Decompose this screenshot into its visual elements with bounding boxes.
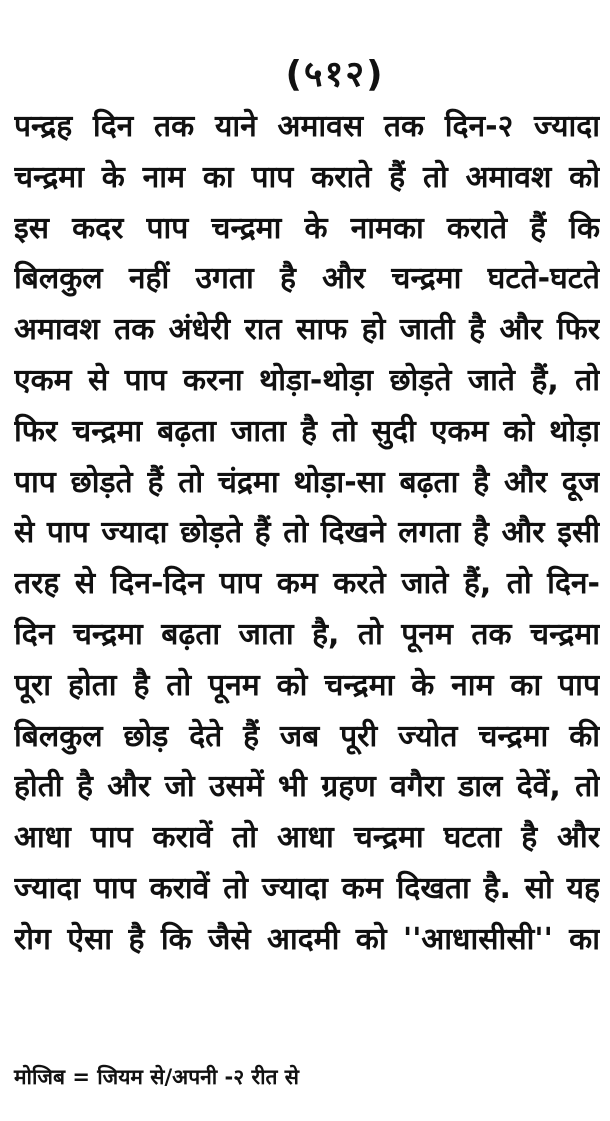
text-line: पाप छोड़ते हैं तो चंद्रमा थोड़ा-सा बढ़ता है और दूज [14, 464, 600, 500]
text-line: अमावश तक अंधेरी रात साफ हो जाती है और फिर [14, 312, 600, 348]
text-line: ज्यादा पाप करावें तो ज्यादा कम दिखता है. सो यह [14, 870, 600, 906]
text-line: चन्द्रमा के नाम का पाप कराते हैं तो अमावश को [14, 159, 600, 195]
text-line: से पाप ज्यादा छोड़ते हैं तो दिखने लगता है और इसी [14, 515, 600, 551]
text-line: एकम से पाप करना थोड़ा-थोड़ा छोड़ते जाते हैं, तो [14, 362, 600, 398]
text-line: तरह से दिन-दिन पाप कम करते जाते हैं, तो दिन- [14, 566, 600, 602]
body-text [14, 102, 600, 966]
text-line: इस कदर पाप चन्द्रमा के नामका कराते हैं कि [14, 210, 600, 246]
text-line: आधा पाप करावें तो आधा चन्द्रमा घटता है और [14, 820, 600, 856]
text-line: फिर चन्द्रमा बढ़ता जाता है तो सुदी एकम को थोड़ा [14, 413, 600, 449]
footnote: मोजिब = जियम से/अपनी -२ रीत से [14, 1065, 299, 1089]
text-line: बिलकुल छोड़ देते हैं जब पूरी ज्योत चन्द्रमा की [14, 718, 600, 754]
text-line: रोग ऐसा है कि जैसे आदमी को ''आधासीसी'' का [14, 921, 600, 957]
text-line: होती है और जो उसमें भी ग्रहण वगैरा डाल देवें, तो [14, 769, 600, 805]
text-line: बिलकुल नहीं उगता है और चन्द्रमा घटते-घटते [14, 261, 600, 297]
text-line: दिन चन्द्रमा बढ़ता जाता है, तो पूनम तक चन्द्रमा [14, 616, 600, 652]
text-line: पन्द्रह दिन तक याने अमावस तक दिन-२ ज्यादा [14, 109, 600, 144]
text-line: पूरा होता है तो पूनम को चन्द्रमा के नाम का पाप [14, 667, 600, 703]
page-number: (५१२) [285, 54, 385, 95]
